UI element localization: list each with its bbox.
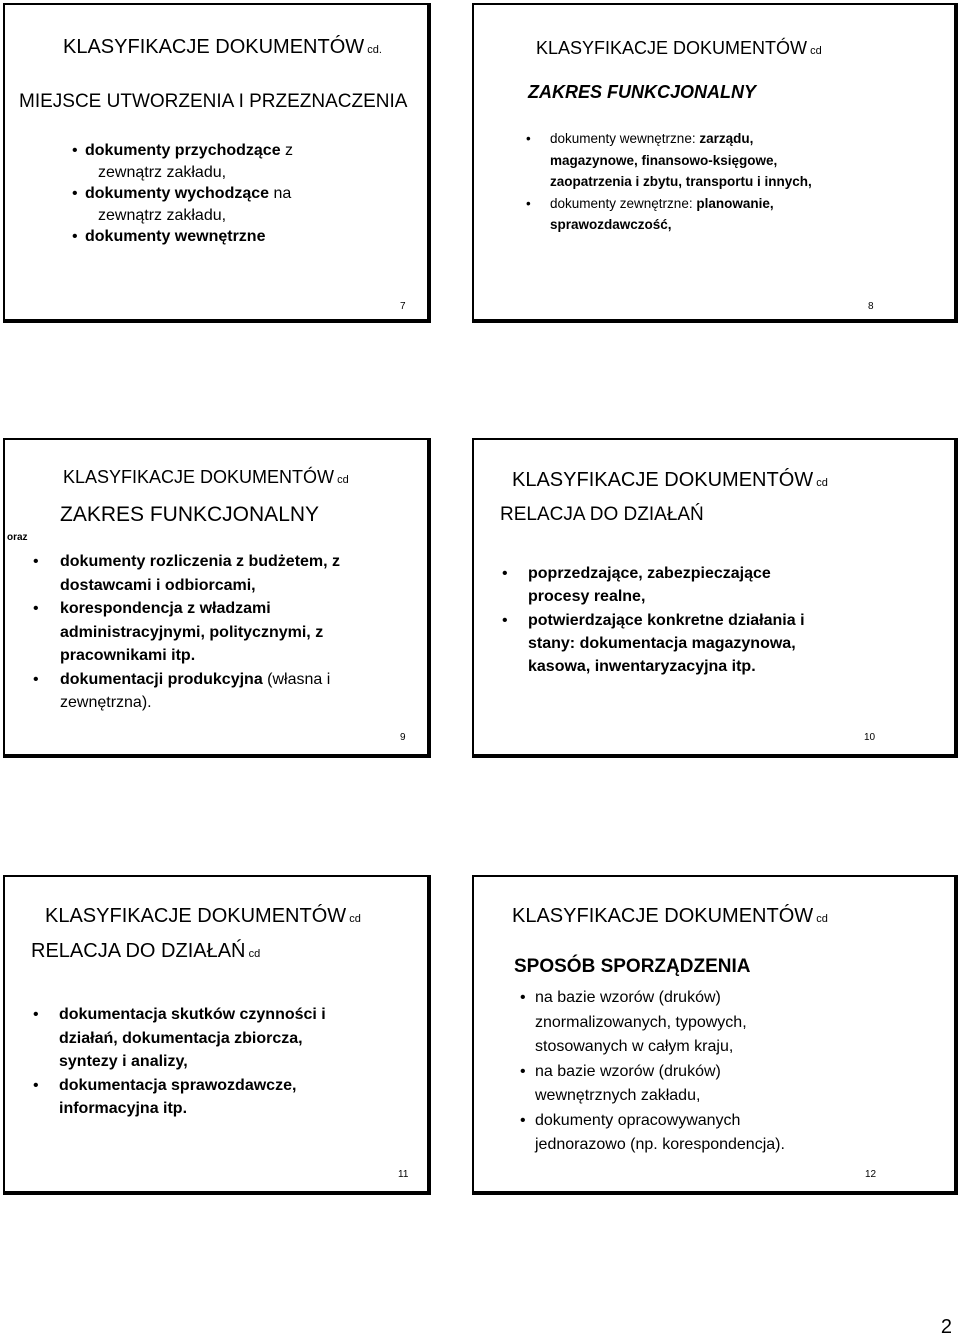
item-text: na bazie wzorów (druków) bbox=[535, 989, 721, 1006]
list-item: • dokumenty wewnętrzne bbox=[72, 228, 266, 245]
item-bold: dokumenty wychodzące bbox=[85, 185, 270, 202]
slide-number: 10 bbox=[864, 732, 876, 743]
title-suffix-text: cd bbox=[816, 477, 828, 489]
item-bold: dokumenty przychodzące bbox=[85, 142, 281, 159]
list-item: • potwierdzające konkretne działania i stany: dokumentacja magazynowa, kasowa, inwentaryzacyjna itp. bbox=[502, 611, 805, 676]
slide-title-text: KLASYFIKACJE DOKUMENTÓW bbox=[63, 467, 335, 487]
item-text: zewnątrz zakładu, bbox=[98, 206, 227, 224]
title-suffix-text: cd bbox=[816, 913, 828, 925]
bullet-list bbox=[526, 128, 812, 236]
slide-title-text: KLASYFIKACJE DOKUMENTÓW bbox=[512, 469, 814, 491]
title-suffix bbox=[813, 913, 828, 925]
slide-number: 11 bbox=[398, 1169, 409, 1180]
title-suffix bbox=[364, 44, 382, 56]
item-text: dokumenty wewnętrzne: bbox=[550, 131, 700, 146]
title-suffix-text: cd bbox=[337, 474, 349, 486]
list-item: • dokumenty wychodzące na zewnątrz zakładu, bbox=[72, 185, 292, 224]
slide-11 bbox=[3, 875, 431, 1195]
item-bold: kasowa, inwentaryzacyjna itp. bbox=[528, 658, 756, 676]
item-bold: stany: dokumentacja magazynowa, bbox=[528, 634, 796, 652]
list-item: • dokumentacji produkcyjna (własna i zewnętrzna). bbox=[33, 670, 331, 711]
item-bold: zaopatrzenia i zbytu, transportu i innych, bbox=[550, 174, 812, 189]
slide-7 bbox=[3, 3, 431, 323]
slide-subtitle: ZAKRES FUNKCJONALNY bbox=[528, 82, 757, 102]
item-bold: syntezy i analizy, bbox=[59, 1053, 188, 1070]
item-text: stosowanych w całym kraju, bbox=[535, 1038, 734, 1055]
list-item: • dokumentacja sprawozdawcze, informacyjna itp. bbox=[33, 1076, 297, 1117]
item-bold: sprawozdawczość, bbox=[550, 217, 672, 232]
list-item: • dokumentacja skutków czynności i działań, dokumentacja zbiorcza, syntezy i analizy, bbox=[33, 1006, 326, 1070]
item-bold: informacyjna itp. bbox=[59, 1100, 188, 1117]
slide-subtitle: SPOSÓB SPORZĄDZENIA bbox=[514, 956, 751, 977]
slide-number: 7 bbox=[400, 301, 406, 312]
item-text: dokumenty opracowywanych bbox=[535, 1111, 741, 1129]
page-number: 2 bbox=[940, 1316, 952, 1338]
item-text: na bbox=[269, 185, 292, 202]
title-suffix-text: cd bbox=[349, 913, 361, 925]
slide-number: 12 bbox=[865, 1169, 877, 1180]
item-text: jednorazowo (np. korespondencja). bbox=[535, 1136, 785, 1153]
item-bold: dokumenty wewnętrzne bbox=[85, 228, 266, 245]
title-suffix bbox=[334, 474, 349, 486]
title-suffix bbox=[807, 45, 822, 57]
bullet-list bbox=[72, 140, 294, 248]
slide-subtitle: RELACJA DO DZIAŁAŃ bbox=[500, 504, 704, 525]
list-item: • na bazie wzorów (druków) wewnętrznych zakładu, bbox=[520, 1062, 721, 1104]
item-bold: poprzedzające, zabezpieczające bbox=[528, 565, 771, 582]
title-suffix-text: cd. bbox=[367, 44, 382, 56]
item-text: dokumenty zewnętrzne: bbox=[550, 195, 697, 211]
slide-title-text: KLASYFIKACJE DOKUMENTÓW bbox=[512, 905, 814, 927]
list-item: • na bazie wzorów (druków) znormalizowanych, typowych, stosowanych w całym kraju, bbox=[520, 989, 747, 1055]
subtitle-suffix-text: cd bbox=[248, 948, 261, 960]
item-text: z bbox=[280, 142, 294, 159]
list-item: • dokumenty rozliczenia z budżetem, z dostawcami i odbiorcami, bbox=[33, 553, 341, 594]
item-bold: zarządu, bbox=[699, 131, 754, 146]
item-bold: korespondencja z władzami bbox=[60, 600, 271, 617]
slide-9 bbox=[3, 438, 431, 758]
subtitle-suffix bbox=[246, 948, 261, 960]
item-bold: planowanie, bbox=[696, 195, 774, 211]
item-text: wewnętrznych zakładu, bbox=[535, 1087, 701, 1104]
slide-number: 8 bbox=[868, 301, 874, 312]
item-bold: działań, dokumentacja zbiorcza, bbox=[59, 1029, 303, 1047]
list-item: • dokumenty opracowywanych jednorazowo (np. korespondencja). bbox=[520, 1111, 785, 1153]
slide-8 bbox=[472, 3, 958, 323]
slide-title-text: KLASYFIKACJE DOKUMENTÓW bbox=[63, 36, 365, 58]
title-suffix bbox=[346, 913, 361, 925]
slide-title bbox=[536, 38, 822, 59]
item-text: znormalizowanych, typowych, bbox=[535, 1013, 747, 1031]
slide-subtitle: ZAKRES FUNKCJONALNY bbox=[60, 503, 320, 526]
item-bold: dokumentacji produkcyjna bbox=[60, 670, 263, 688]
slide-number: 9 bbox=[400, 732, 406, 743]
slide-title bbox=[45, 905, 361, 928]
slide-subtitle bbox=[31, 940, 260, 963]
item-bold: dokumenty rozliczenia z budżetem, z bbox=[60, 553, 341, 570]
slide-title bbox=[63, 36, 382, 59]
item-text: (własna i bbox=[262, 670, 331, 688]
item-text: na bazie wzorów (druków) bbox=[535, 1062, 721, 1080]
list-item: • poprzedzające, zabezpieczające procesy realne, bbox=[502, 565, 771, 606]
list-item: • korespondencja z władzami administracyjnymi, politycznymi, z pracownikami itp. bbox=[33, 600, 324, 664]
bullet-list bbox=[33, 550, 340, 715]
slide-title-text: KLASYFIKACJE DOKUMENTÓW bbox=[45, 905, 347, 927]
bullet-list bbox=[520, 986, 785, 1158]
item-bold: dokumentacja skutków czynności i bbox=[59, 1006, 326, 1023]
item-text: zewnątrz zakładu, bbox=[98, 163, 227, 181]
list-item: • dokumenty przychodzące z zewnątrz zakładu, bbox=[72, 142, 294, 181]
bullet-list bbox=[502, 562, 805, 678]
item-bold: administracyjnymi, politycznymi, z bbox=[60, 623, 324, 641]
slide-title bbox=[63, 467, 349, 488]
slide-title bbox=[512, 469, 828, 492]
side-label: oraz bbox=[7, 532, 28, 543]
item-bold: magazynowe, finansowo-księgowe, bbox=[550, 152, 778, 168]
title-suffix bbox=[813, 477, 828, 489]
item-bold: dostawcami i odbiorcami, bbox=[60, 576, 256, 594]
item-bold: dokumentacja sprawozdawcze, bbox=[59, 1076, 297, 1094]
title-suffix-text: cd bbox=[810, 45, 822, 57]
slide-12 bbox=[472, 875, 958, 1195]
slide-10 bbox=[472, 438, 958, 758]
slide-subtitle-text: RELACJA DO DZIAŁAŃ bbox=[31, 940, 246, 962]
list-item: • dokumenty zewnętrzne: planowanie, sprawozdawczość, bbox=[526, 195, 774, 232]
slide-title bbox=[512, 905, 828, 928]
slide-title-text: KLASYFIKACJE DOKUMENTÓW bbox=[536, 38, 808, 58]
slide-subtitle: MIEJSCE UTWORZENIA I PRZEZNACZENIA bbox=[19, 91, 408, 112]
item-text: zewnętrzna). bbox=[60, 694, 152, 711]
list-item: • dokumenty wewnętrzne: zarządu, magazynowe, finansowo-księgowe, zaopatrzenia i zbytu, transportu i innych, bbox=[526, 131, 812, 189]
item-bold: pracownikami itp. bbox=[60, 647, 196, 664]
item-bold: potwierdzające konkretne działania i bbox=[528, 611, 805, 629]
bullet-list bbox=[33, 1003, 326, 1121]
item-bold: procesy realne, bbox=[528, 588, 646, 606]
